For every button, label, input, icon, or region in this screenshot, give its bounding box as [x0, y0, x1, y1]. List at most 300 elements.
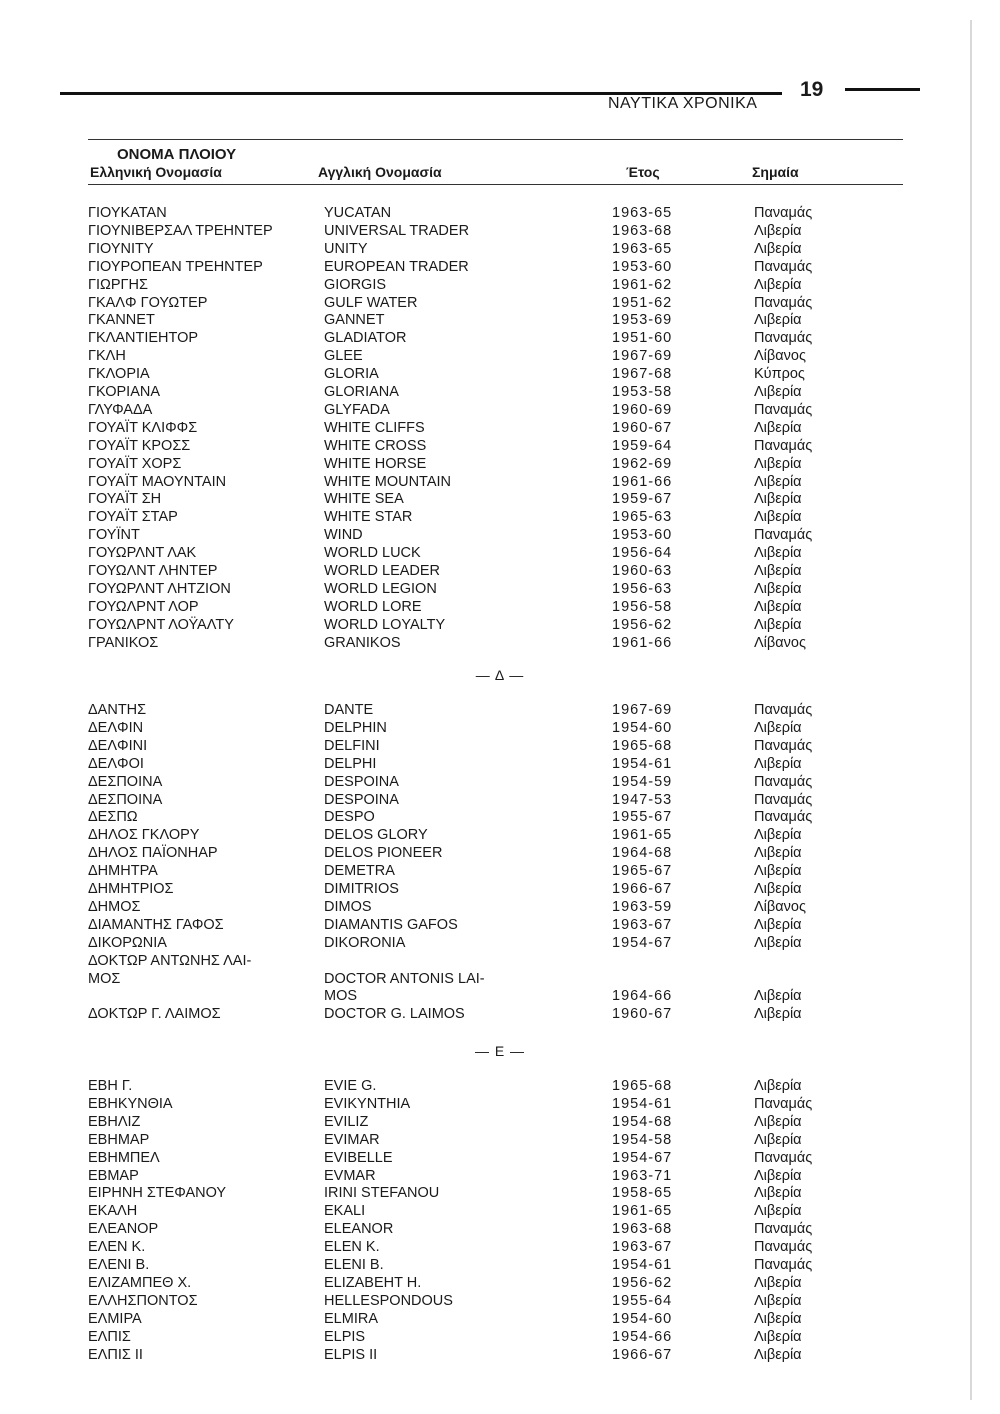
column-header-ship-name: ΟΝΟΜΑ ΠΛΟΙΟΥ — [117, 146, 237, 163]
cell-greek-name: ΓΚΛΑΝΤΙΕΗΤΟΡ — [88, 330, 199, 347]
cell-year: 1954-58 — [612, 1131, 673, 1148]
cell-english-name: ELEANOR — [324, 1221, 394, 1238]
cell-greek-name: ΓΟΥΑΪΤ ΧΟΡΣ — [88, 455, 182, 472]
cell-greek-name: ΕΛΕΝ Κ. — [88, 1239, 146, 1256]
cell-year: 1954-66 — [612, 1328, 673, 1345]
table-row — [0, 1077, 1000, 1095]
cell-english-name: DESPOINA — [324, 791, 399, 808]
cell-year: 1959-64 — [612, 437, 673, 454]
cell-greek-name: ΕΛΙΖΑΜΠΕΘ Χ. — [88, 1274, 192, 1291]
cell-english-name: MOS — [324, 988, 358, 1005]
column-header-greek-name: Ελληνική Ονομασία — [90, 164, 222, 180]
cell-greek-name: ΕΒΗΛΙΖ — [88, 1113, 141, 1130]
cell-year: 1954-67 — [612, 1149, 673, 1166]
cell-english-name: WHITE CROSS — [324, 437, 427, 454]
cell-flag: Λιβερία — [754, 384, 802, 400]
cell-flag: Παναμάς — [754, 294, 813, 311]
cell-flag: Παναμάς — [754, 527, 813, 544]
cell-flag: Παναμάς — [754, 1257, 813, 1273]
cell-year: 1963-65 — [612, 205, 673, 221]
cell-english-name: WHITE HORSE — [324, 455, 427, 472]
table-row — [0, 880, 1000, 898]
cell-flag: Παναμάς — [754, 1221, 813, 1238]
cell-greek-name: ΔΗΜΗΤΡΑ — [88, 863, 158, 880]
table-row — [0, 598, 1000, 616]
running-title: ΝΑΥΤΙΚΑ ΧΡΟΝΙΚΑ — [608, 95, 758, 112]
cell-english-name: EVIMAR — [324, 1131, 380, 1148]
cell-english-name: DESPO — [324, 809, 375, 826]
cell-greek-name: ΓΙΟΥΡΟΠΕΑΝ ΤΡΕΗΝΤΕΡ — [88, 258, 263, 275]
cell-year: 1956-63 — [612, 580, 673, 597]
cell-greek-name: ΔΗΛΟΣ ΠΑΪΟΝΗΑΡ — [88, 845, 218, 862]
cell-english-name: EUROPEAN TRADER — [324, 258, 469, 275]
table-row — [0, 204, 1000, 222]
cell-greek-name: ΓΙΟΥΝΙΒΕΡΣΑΛ ΤΡΕΗΝΤΕΡ — [88, 222, 273, 239]
cell-english-name: WHITE MOUNTAIN — [324, 473, 451, 490]
cell-flag: Παναμάς — [754, 401, 813, 418]
cell-year: 1959-67 — [612, 491, 673, 508]
cell-year: 1963-67 — [612, 916, 673, 933]
table-row — [0, 616, 1000, 634]
cell-flag: Παναμάς — [754, 1239, 813, 1256]
table-row — [0, 240, 1000, 258]
cell-greek-name: ΓΟΥΩΛΡΝΤ ΛΟΡ — [88, 598, 199, 615]
cell-flag: Λιβερία — [754, 473, 802, 490]
cell-flag: Λιβερία — [754, 1274, 802, 1291]
cell-flag: Λιβερία — [754, 1078, 802, 1094]
table-row — [0, 311, 1000, 329]
cell-flag: Λιβερία — [754, 1292, 802, 1309]
table-row — [0, 258, 1000, 276]
cell-english-name: EKALI — [324, 1203, 366, 1220]
table-row — [0, 1328, 1000, 1346]
cell-greek-name: ΔΑΝΤΗΣ — [88, 702, 147, 718]
cell-greek-name: ΓΙΟΥΝΙΤΥ — [88, 240, 154, 257]
table-row — [0, 1292, 1000, 1310]
cell-flag: Λιβερία — [754, 1006, 802, 1023]
cell-flag: Παναμάς — [754, 702, 813, 718]
cell-english-name: GLORIANA — [324, 384, 399, 400]
cell-flag: Παναμάς — [754, 205, 813, 221]
cell-english-name: WORLD LEGION — [324, 580, 437, 597]
cell-flag: Παναμάς — [754, 1149, 813, 1166]
cell-flag: Λιβερία — [754, 863, 802, 880]
table-row — [0, 1149, 1000, 1167]
cell-greek-name: ΔΟΚΤΩΡ ΑΝΤΩΝΗΣ ΛΑΙ- — [88, 952, 252, 969]
cell-flag: Λιβερία — [754, 1203, 802, 1220]
cell-greek-name: ΔΕΛΦΙΝ — [88, 719, 144, 736]
cell-greek-name: ΕΚΑΛΗ — [88, 1203, 138, 1220]
cell-english-name: EVIE G. — [324, 1078, 377, 1094]
cell-year: 1953-60 — [612, 527, 673, 544]
cell-english-name: GULF WATER — [324, 294, 418, 311]
cell-greek-name: ΕΛΜΙΡΑ — [88, 1310, 142, 1327]
cell-english-name: ELPIS II — [324, 1346, 378, 1363]
table-row — [0, 1113, 1000, 1131]
cell-year: 1966-67 — [612, 1346, 673, 1363]
cell-greek-name: ΓΟΥΪΝΤ — [88, 527, 140, 544]
cell-greek-name: ΔΗΜΗΤΡΙΟΣ — [88, 881, 174, 897]
cell-flag: Λιβερία — [754, 1310, 802, 1327]
cell-flag: Λιβερία — [754, 934, 802, 951]
section-letter-delta: — Δ — — [475, 667, 525, 683]
cell-year: 1951-60 — [612, 330, 673, 347]
cell-year: 1956-62 — [612, 616, 673, 633]
cell-english-name: WIND — [324, 527, 363, 544]
cell-greek-name: ΓΙΩΡΓΗΣ — [88, 276, 148, 293]
table-row — [0, 1274, 1000, 1292]
table-row — [0, 898, 1000, 916]
cell-flag: Λιβερία — [754, 1167, 802, 1184]
cell-year: 1954-60 — [612, 719, 673, 736]
column-header-year: Έτος — [626, 164, 660, 180]
cell-greek-name: ΓΟΥΩΛΡΝΤ ΛΟΫΑΛΤΥ — [88, 616, 234, 633]
table-row — [0, 526, 1000, 544]
table-row — [0, 1220, 1000, 1238]
cell-year: 1961-65 — [612, 1203, 673, 1220]
cell-year: 1958-65 — [612, 1185, 673, 1202]
cell-flag: Λίβανος — [754, 898, 806, 915]
cell-english-name: DELFINI — [324, 737, 380, 754]
cell-english-name: GLADIATOR — [324, 330, 407, 347]
cell-year: 1961-65 — [612, 827, 673, 844]
table-row — [0, 970, 1000, 988]
cell-flag: Λιβερία — [754, 1346, 802, 1363]
cell-flag: Παναμάς — [754, 330, 813, 347]
cell-flag: Λιβερία — [754, 827, 802, 844]
table-row — [0, 1346, 1000, 1364]
table-row — [0, 365, 1000, 383]
cell-year: 1954-60 — [612, 1310, 673, 1327]
table-row — [0, 544, 1000, 562]
cell-english-name: EVIBELLE — [324, 1149, 393, 1166]
cell-english-name: DELPHIN — [324, 719, 387, 736]
cell-greek-name: ΔΗΛΟΣ ΓΚΛΟΡΥ — [88, 827, 200, 844]
cell-english-name: DELPHI — [324, 755, 377, 772]
cell-greek-name: ΕΛΛΗΣΠΟΝΤΟΣ — [88, 1292, 198, 1309]
cell-english-name: EVIKYNTHIA — [324, 1095, 411, 1112]
cell-greek-name: ΕΒΗ Γ. — [88, 1078, 133, 1094]
cell-flag: Παναμάς — [754, 1095, 813, 1112]
cell-greek-name: ΓΟΥΩΡΛΝΤ ΛΑΚ — [88, 545, 197, 562]
cell-english-name: WORLD LOYALTY — [324, 616, 446, 633]
table-row — [0, 419, 1000, 437]
cell-year: 1955-64 — [612, 1292, 673, 1309]
cell-greek-name: ΓΟΥΑΪΤ ΚΡΟΣΣ — [88, 437, 191, 454]
cell-year: 1961-62 — [612, 276, 673, 293]
cell-flag: Λιβερία — [754, 491, 802, 508]
cell-english-name: EVMAR — [324, 1167, 376, 1184]
cell-english-name: WORLD LUCK — [324, 545, 421, 562]
table-row — [0, 1095, 1000, 1113]
cell-greek-name: ΔΕΣΠΟΙΝΑ — [88, 773, 163, 790]
cell-flag: Παναμάς — [754, 737, 813, 754]
cell-english-name: HELLESPONDOUS — [324, 1292, 453, 1309]
cell-year: 1966-67 — [612, 881, 673, 897]
cell-year: 1961-66 — [612, 473, 673, 490]
cell-english-name: ELMIRA — [324, 1310, 378, 1327]
cell-flag: Λιβερία — [754, 616, 802, 633]
cell-flag: Λιβερία — [754, 598, 802, 615]
cell-english-name: DIAMANTIS GAFOS — [324, 916, 458, 933]
cell-flag: Κύπρος — [754, 366, 805, 383]
table-row — [0, 1131, 1000, 1149]
cell-year: 1953-69 — [612, 312, 673, 329]
cell-flag: Λιβερία — [754, 1113, 802, 1130]
table-row — [0, 1238, 1000, 1256]
cell-english-name: DELOS GLORY — [324, 827, 428, 844]
cell-year: 1960-69 — [612, 401, 673, 418]
cell-greek-name: ΕΛΠΙΣ — [88, 1328, 131, 1345]
cell-flag: Λιβερία — [754, 916, 802, 933]
table-row — [0, 437, 1000, 455]
cell-flag: Λιβερία — [754, 1328, 802, 1345]
table-row — [0, 916, 1000, 934]
cell-english-name: DESPOINA — [324, 773, 399, 790]
cell-greek-name: ΜΟΣ — [88, 970, 121, 987]
cell-greek-name: ΔΕΣΠΩ — [88, 809, 138, 826]
cell-year: 1954-61 — [612, 755, 673, 772]
cell-greek-name: ΔΕΛΦΙΝΙ — [88, 737, 148, 754]
cell-greek-name: ΓΛΥΦΑΔΑ — [88, 401, 153, 418]
cell-year: 1967-69 — [612, 348, 673, 365]
column-header-flag: Σημαία — [752, 164, 799, 180]
cell-english-name: GANNET — [324, 312, 385, 329]
table-header-top-rule — [88, 139, 903, 140]
table-row — [0, 987, 1000, 1005]
column-header-english-name: Αγγλική Ονομασία — [318, 164, 442, 180]
cell-year: 1964-68 — [612, 845, 673, 862]
cell-flag: Λιβερία — [754, 1131, 802, 1148]
table-row — [0, 490, 1000, 508]
cell-year: 1953-60 — [612, 258, 673, 275]
table-row — [0, 562, 1000, 580]
page-number: 19 — [800, 78, 824, 101]
cell-year: 1967-69 — [612, 702, 673, 718]
cell-greek-name: ΔΟΚΤΩΡ Γ. ΛΑΙΜΟΣ — [88, 1006, 221, 1023]
cell-english-name: DELOS PIONEER — [324, 845, 443, 862]
table-row — [0, 329, 1000, 347]
cell-year: 1963-68 — [612, 1221, 673, 1238]
cell-greek-name: ΓΚΛΗ — [88, 348, 126, 365]
table-row — [0, 719, 1000, 737]
cell-flag: Παναμάς — [754, 437, 813, 454]
cell-year: 1965-63 — [612, 509, 673, 526]
table-row — [0, 1310, 1000, 1328]
cell-english-name: DIMITRIOS — [324, 881, 399, 897]
cell-greek-name: ΕΒΜΑΡ — [88, 1167, 139, 1184]
cell-greek-name: ΓΚΟΡΙΑΝΑ — [88, 384, 161, 400]
table-row — [0, 383, 1000, 401]
cell-flag: Λιβερία — [754, 845, 802, 862]
cell-greek-name: ΓΟΥΑΪΤ ΣΗ — [88, 491, 162, 508]
cell-greek-name: ΓΟΥΑΪΤ ΜΑΟΥΝΤΑΙΝ — [88, 473, 227, 490]
cell-greek-name: ΓΟΥΩΡΛΝΤ ΛΗΤΖΙΟΝ — [88, 580, 231, 597]
cell-english-name: GIORGIS — [324, 276, 387, 293]
cell-year: 1960-63 — [612, 563, 673, 579]
cell-greek-name: ΕΛΕΝΙ Β. — [88, 1257, 150, 1273]
table-row — [0, 580, 1000, 598]
cell-greek-name: ΕΒΗΜΑΡ — [88, 1131, 150, 1148]
cell-year: 1951-62 — [612, 294, 673, 311]
cell-year: 1963-59 — [612, 898, 673, 915]
cell-year: 1956-62 — [612, 1274, 673, 1291]
table-row — [0, 294, 1000, 312]
cell-year: 1960-67 — [612, 1006, 673, 1023]
cell-greek-name: ΔΙΑΜΑΝΤΗΣ ΓΑΦΟΣ — [88, 916, 224, 933]
cell-greek-name: ΔΙΚΟΡΩΝΙΑ — [88, 934, 167, 951]
cell-greek-name: ΕΙΡΗΝΗ ΣΤΕΦΑΝΟΥ — [88, 1185, 227, 1202]
table-row — [0, 862, 1000, 880]
cell-flag: Λιβερία — [754, 563, 802, 579]
table-row — [0, 1202, 1000, 1220]
table-row — [0, 791, 1000, 809]
cell-english-name: ELPIS — [324, 1328, 366, 1345]
cell-flag: Λιβερία — [754, 580, 802, 597]
cell-year: 1954-68 — [612, 1113, 673, 1130]
header-rule-right — [845, 88, 920, 91]
cell-flag: Λιβερία — [754, 222, 802, 239]
cell-english-name: EVILIZ — [324, 1113, 369, 1130]
cell-english-name: DIMOS — [324, 898, 372, 915]
cell-year: 1954-67 — [612, 934, 673, 951]
cell-english-name: WORLD LEADER — [324, 563, 441, 579]
table-row — [0, 276, 1000, 294]
cell-greek-name: ΓΡΑΝΙΚΟΣ — [88, 634, 159, 651]
cell-english-name: GRANIKOS — [324, 634, 401, 651]
table-row — [0, 737, 1000, 755]
cell-flag: Λιβερία — [754, 881, 802, 897]
table-row — [0, 222, 1000, 240]
table-header-bottom-rule — [88, 184, 903, 185]
cell-greek-name: ΓΚΛΟΡΙΑ — [88, 366, 150, 383]
table-row — [0, 952, 1000, 970]
table-row — [0, 1005, 1000, 1023]
cell-flag: Παναμάς — [754, 791, 813, 808]
cell-greek-name: ΓΟΥΩΛΝΤ ΛΗΝΤΕΡ — [88, 563, 218, 579]
table-row — [0, 844, 1000, 862]
cell-year: 1965-68 — [612, 1078, 673, 1094]
cell-flag: Λιβερία — [754, 545, 802, 562]
cell-year: 1956-58 — [612, 598, 673, 615]
table-row — [0, 508, 1000, 526]
cell-english-name: GLORIA — [324, 366, 379, 383]
cell-greek-name: ΓΚΑΛΦ ΓΟΥΩΤΕΡ — [88, 294, 208, 311]
cell-greek-name: ΔΕΛΦΟΙ — [88, 755, 144, 772]
cell-flag: Λίβανος — [754, 348, 806, 365]
cell-english-name: GLYFADA — [324, 401, 390, 418]
cell-english-name: ELIZABEHT H. — [324, 1274, 422, 1291]
cell-greek-name: ΕΒΗΜΠΕΛ — [88, 1149, 160, 1166]
cell-year: 1956-64 — [612, 545, 673, 562]
cell-year: 1954-61 — [612, 1257, 673, 1273]
cell-flag: Λιβερία — [754, 240, 802, 257]
cell-english-name: WHITE CLIFFS — [324, 419, 425, 436]
cell-english-name: UNIVERSAL TRADER — [324, 222, 470, 239]
cell-year: 1967-68 — [612, 366, 673, 383]
cell-flag: Λιβερία — [754, 509, 802, 526]
cell-year: 1965-68 — [612, 737, 673, 754]
cell-english-name: DIKORONIA — [324, 934, 406, 951]
table-row — [0, 755, 1000, 773]
cell-flag: Λιβερία — [754, 719, 802, 736]
cell-greek-name: ΔΗΜΟΣ — [88, 898, 141, 915]
cell-english-name: YUCATAN — [324, 205, 392, 221]
table-row — [0, 808, 1000, 826]
cell-english-name: UNITY — [324, 240, 368, 257]
table-row — [0, 455, 1000, 473]
cell-flag: Λίβανος — [754, 634, 806, 651]
cell-year: 1961-66 — [612, 634, 673, 651]
table-row — [0, 934, 1000, 952]
cell-english-name: IRINI STEFANOU — [324, 1185, 440, 1202]
cell-year: 1947-53 — [612, 791, 673, 808]
cell-greek-name: ΓΟΥΑΪΤ ΣΤΑΡ — [88, 509, 178, 526]
cell-greek-name: ΓΙΟΥΚΑΤΑΝ — [88, 205, 167, 221]
table-row — [0, 401, 1000, 419]
table-row — [0, 347, 1000, 365]
cell-english-name: GLEE — [324, 348, 363, 365]
cell-flag: Παναμάς — [754, 258, 813, 275]
cell-flag: Λιβερία — [754, 455, 802, 472]
cell-flag: Λιβερία — [754, 988, 802, 1005]
cell-greek-name: ΕΒΗΚΥΝΘΙΑ — [88, 1095, 173, 1112]
table-row — [0, 826, 1000, 844]
cell-english-name: DEMETRA — [324, 863, 395, 880]
cell-year: 1962-69 — [612, 455, 673, 472]
cell-year: 1963-68 — [612, 222, 673, 239]
table-row — [0, 1184, 1000, 1202]
cell-year: 1964-66 — [612, 988, 673, 1005]
cell-greek-name: ΕΛΠΙΣ ΙΙ — [88, 1346, 143, 1363]
cell-flag: Λιβερία — [754, 419, 802, 436]
cell-year: 1954-61 — [612, 1095, 673, 1112]
cell-year: 1963-71 — [612, 1167, 673, 1184]
section-letter-epsilon: — Ε — — [474, 1043, 526, 1059]
table-row — [0, 773, 1000, 791]
cell-greek-name: ΕΛΕΑΝΟΡ — [88, 1221, 159, 1238]
cell-flag: Λιβερία — [754, 276, 802, 293]
cell-year: 1954-59 — [612, 773, 673, 790]
cell-greek-name: ΔΕΣΠΟΙΝΑ — [88, 791, 163, 808]
cell-year: 1955-67 — [612, 809, 673, 826]
table-row — [0, 1256, 1000, 1274]
cell-english-name: WHITE STAR — [324, 509, 413, 526]
cell-english-name: ELENI B. — [324, 1257, 384, 1273]
cell-greek-name: ΓΚΑΝΝΕΤ — [88, 312, 155, 329]
table-row — [0, 701, 1000, 719]
cell-flag: Λιβερία — [754, 312, 802, 329]
cell-flag: Παναμάς — [754, 773, 813, 790]
cell-english-name: ELEN K. — [324, 1239, 380, 1256]
cell-english-name: WORLD LORE — [324, 598, 422, 615]
cell-year: 1965-67 — [612, 863, 673, 880]
cell-english-name: DOCTOR G. LAIMOS — [324, 1006, 465, 1023]
table-row — [0, 473, 1000, 491]
table-row — [0, 634, 1000, 652]
cell-greek-name: ΓΟΥΑΪΤ ΚΛΙΦΦΣ — [88, 419, 198, 436]
cell-year: 1960-67 — [612, 419, 673, 436]
cell-year: 1953-58 — [612, 384, 673, 400]
table-row — [0, 1167, 1000, 1185]
cell-english-name: DOCTOR ANTONIS LAI- — [324, 970, 485, 987]
cell-year: 1963-65 — [612, 240, 673, 257]
cell-english-name: WHITE SEA — [324, 491, 404, 508]
cell-flag: Λιβερία — [754, 755, 802, 772]
cell-english-name: DANTE — [324, 702, 374, 718]
cell-flag: Παναμάς — [754, 809, 813, 826]
cell-year: 1963-67 — [612, 1239, 673, 1256]
